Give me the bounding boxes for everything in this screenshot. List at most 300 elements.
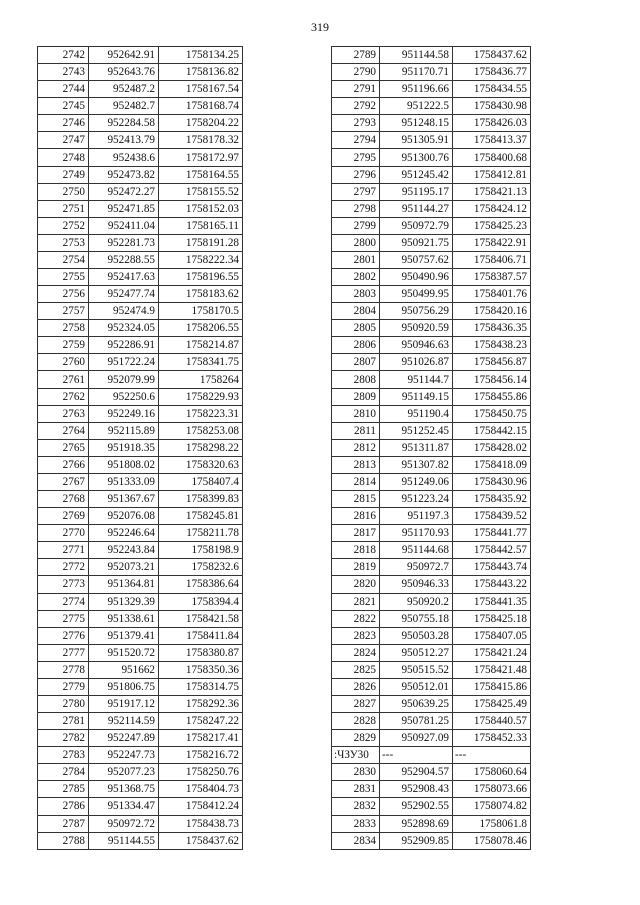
- point-number-cell: 2776: [38, 627, 89, 644]
- table-row: [332, 542, 531, 559]
- x-coordinate-cell: 950756.29: [380, 303, 453, 320]
- table-row: [38, 286, 243, 303]
- point-number-cell: 2832: [332, 798, 380, 815]
- y-coordinate-cell: 1758206.55: [159, 320, 243, 337]
- x-coordinate-cell: 952079.99: [89, 371, 159, 388]
- y-coordinate-cell: 1758198.9: [159, 542, 243, 559]
- x-coordinate-cell: 952114.59: [89, 713, 159, 730]
- x-coordinate-cell: 951144.27: [380, 200, 453, 217]
- point-number-cell: 2789: [332, 47, 380, 64]
- point-number-cell: 2808: [332, 371, 380, 388]
- y-coordinate-cell: 1758214.87: [159, 337, 243, 354]
- table-row: [38, 832, 243, 849]
- point-number-cell: 2809: [332, 388, 380, 405]
- y-coordinate-cell: 1758422.91: [453, 234, 531, 251]
- x-coordinate-cell: 952473.82: [89, 166, 159, 183]
- y-coordinate-cell: 1758450.75: [453, 405, 531, 422]
- table-row: [38, 559, 243, 576]
- y-coordinate-cell: 1758440.57: [453, 713, 531, 730]
- x-coordinate-cell: 952076.08: [89, 508, 159, 525]
- y-coordinate-cell: 1758245.81: [159, 508, 243, 525]
- y-coordinate-cell: 1758438.73: [159, 815, 243, 832]
- table-row: [332, 98, 531, 115]
- point-number-cell: 2795: [332, 149, 380, 166]
- point-number-cell: 2747: [38, 132, 89, 149]
- y-coordinate-cell: 1758428.02: [453, 439, 531, 456]
- x-coordinate-cell: 951918.35: [89, 439, 159, 456]
- y-coordinate-cell: 1758232.6: [159, 559, 243, 576]
- table-row: [332, 422, 531, 439]
- x-coordinate-cell: 951196.66: [380, 81, 453, 98]
- y-coordinate-cell: 1758430.98: [453, 98, 531, 115]
- y-coordinate-cell: 1758386.64: [159, 576, 243, 593]
- point-number-cell: 2790: [332, 64, 380, 81]
- x-coordinate-cell: 951333.09: [89, 473, 159, 490]
- table-row: [332, 405, 531, 422]
- point-number-cell: 2771: [38, 542, 89, 559]
- x-coordinate-cell: 951808.02: [89, 456, 159, 473]
- x-coordinate-cell: 952438.6: [89, 149, 159, 166]
- point-number-cell: 2816: [332, 508, 380, 525]
- y-coordinate-cell: 1758455.86: [453, 388, 531, 405]
- point-number-cell: 2833: [332, 815, 380, 832]
- point-number-cell: 2746: [38, 115, 89, 132]
- x-coordinate-cell: 950920.2: [380, 593, 453, 610]
- x-coordinate-cell: ---: [380, 747, 453, 764]
- table-row: [38, 491, 243, 508]
- x-coordinate-cell: 952411.04: [89, 217, 159, 234]
- point-number-cell: 2823: [332, 627, 380, 644]
- x-coordinate-cell: 950946.33: [380, 576, 453, 593]
- point-number-cell: 2820: [332, 576, 380, 593]
- table-row: [332, 593, 531, 610]
- x-coordinate-cell: 952286.91: [89, 337, 159, 354]
- y-coordinate-cell: 1758292.36: [159, 695, 243, 712]
- x-coordinate-cell: 950927.09: [380, 730, 453, 747]
- x-coordinate-cell: 951806.75: [89, 678, 159, 695]
- point-number-cell: 2807: [332, 354, 380, 371]
- y-coordinate-cell: 1758425.49: [453, 695, 531, 712]
- point-number-cell: 2785: [38, 781, 89, 798]
- y-coordinate-cell: 1758074.82: [453, 798, 531, 815]
- x-coordinate-cell: 951520.72: [89, 644, 159, 661]
- x-coordinate-cell: 952474.9: [89, 303, 159, 320]
- table-row: [332, 491, 531, 508]
- point-number-cell: 2757: [38, 303, 89, 320]
- table-row: [38, 781, 243, 798]
- x-coordinate-cell: 950946.63: [380, 337, 453, 354]
- x-coordinate-cell: 952904.57: [380, 764, 453, 781]
- x-coordinate-cell: 951329.39: [89, 593, 159, 610]
- x-coordinate-cell: 950972.79: [380, 217, 453, 234]
- point-number-cell: 2745: [38, 98, 89, 115]
- x-coordinate-cell: 951305.91: [380, 132, 453, 149]
- y-coordinate-cell: 1758407.05: [453, 627, 531, 644]
- table-row: [332, 320, 531, 337]
- table-row: [332, 286, 531, 303]
- point-number-cell: 2769: [38, 508, 89, 525]
- y-coordinate-cell: 1758426.03: [453, 115, 531, 132]
- x-coordinate-cell: 950781.25: [380, 713, 453, 730]
- y-coordinate-cell: 1758394.4: [159, 593, 243, 610]
- y-coordinate-cell: 1758229.93: [159, 388, 243, 405]
- y-coordinate-cell: 1758456.14: [453, 371, 531, 388]
- point-number-cell: 2800: [332, 234, 380, 251]
- table-row: [332, 456, 531, 473]
- table-row: [38, 183, 243, 200]
- table-row: [332, 132, 531, 149]
- y-coordinate-cell: 1758320.63: [159, 456, 243, 473]
- point-number-cell: 2768: [38, 491, 89, 508]
- table-row: [38, 678, 243, 695]
- x-coordinate-cell: 952247.73: [89, 747, 159, 764]
- x-coordinate-cell: 952472.27: [89, 183, 159, 200]
- y-coordinate-cell: 1758168.74: [159, 98, 243, 115]
- y-coordinate-cell: 1758134.25: [159, 47, 243, 64]
- point-number-cell: 2753: [38, 234, 89, 251]
- point-number-cell: 2786: [38, 798, 89, 815]
- table-row: [38, 730, 243, 747]
- x-coordinate-cell: 950503.28: [380, 627, 453, 644]
- point-number-cell: 2743: [38, 64, 89, 81]
- x-coordinate-cell: 951379.41: [89, 627, 159, 644]
- x-coordinate-cell: 952642.91: [89, 47, 159, 64]
- table-row: [38, 371, 243, 388]
- x-coordinate-cell: 951149.15: [380, 388, 453, 405]
- y-coordinate-cell: 1758421.58: [159, 610, 243, 627]
- x-coordinate-cell: 952249.16: [89, 405, 159, 422]
- y-coordinate-cell: 1758399.83: [159, 491, 243, 508]
- y-coordinate-cell: 1758436.77: [453, 64, 531, 81]
- table-row: [38, 200, 243, 217]
- y-coordinate-cell: 1758441.77: [453, 525, 531, 542]
- table-row: [38, 64, 243, 81]
- x-coordinate-cell: 952077.23: [89, 764, 159, 781]
- point-number-cell: 2827: [332, 695, 380, 712]
- x-coordinate-cell: 951222.5: [380, 98, 453, 115]
- table-row: [332, 166, 531, 183]
- table-row: [332, 269, 531, 286]
- point-number-cell: 2759: [38, 337, 89, 354]
- table-row: [332, 678, 531, 695]
- x-coordinate-cell: 952482.7: [89, 98, 159, 115]
- x-coordinate-cell: 952471.85: [89, 200, 159, 217]
- point-number-cell: 2811: [332, 422, 380, 439]
- x-coordinate-cell: 952284.58: [89, 115, 159, 132]
- x-coordinate-cell: 950921.75: [380, 234, 453, 251]
- y-coordinate-cell: 1758443.22: [453, 576, 531, 593]
- point-number-cell: 2765: [38, 439, 89, 456]
- point-number-cell: 2749: [38, 166, 89, 183]
- point-number-cell: 2782: [38, 730, 89, 747]
- table-row: [38, 269, 243, 286]
- x-coordinate-cell: 950972.7: [380, 559, 453, 576]
- y-coordinate-cell: 1758155.52: [159, 183, 243, 200]
- y-coordinate-cell: 1758434.55: [453, 81, 531, 98]
- y-coordinate-cell: 1758167.54: [159, 81, 243, 98]
- x-coordinate-cell: 952246.64: [89, 525, 159, 542]
- point-number-cell: 2819: [332, 559, 380, 576]
- point-number-cell: 2773: [38, 576, 89, 593]
- point-number-cell: 2803: [332, 286, 380, 303]
- table-row: [332, 217, 531, 234]
- x-coordinate-cell: 950499.95: [380, 286, 453, 303]
- point-number-cell: 2772: [38, 559, 89, 576]
- table-row: [38, 320, 243, 337]
- y-coordinate-cell: 1758253.08: [159, 422, 243, 439]
- table-row: [332, 627, 531, 644]
- table-row: [332, 576, 531, 593]
- table-row: [38, 695, 243, 712]
- table-row: [38, 354, 243, 371]
- y-coordinate-cell: 1758152.03: [159, 200, 243, 217]
- table-row: [38, 166, 243, 183]
- x-coordinate-cell: 951026.87: [380, 354, 453, 371]
- x-coordinate-cell: 952417.63: [89, 269, 159, 286]
- point-number-cell: 2761: [38, 371, 89, 388]
- y-coordinate-cell: 1758415.86: [453, 678, 531, 695]
- x-coordinate-cell: 951917.12: [89, 695, 159, 712]
- table-row: [38, 576, 243, 593]
- x-coordinate-cell: 952250.6: [89, 388, 159, 405]
- y-coordinate-cell: 1758060.64: [453, 764, 531, 781]
- table-row: [38, 764, 243, 781]
- y-coordinate-cell: 1758443.74: [453, 559, 531, 576]
- table-row: [38, 132, 243, 149]
- point-number-cell: 2784: [38, 764, 89, 781]
- x-coordinate-cell: 951338.61: [89, 610, 159, 627]
- y-coordinate-cell: 1758216.72: [159, 747, 243, 764]
- point-number-cell: 2831: [332, 781, 380, 798]
- table-row: [38, 81, 243, 98]
- x-coordinate-cell: 951722.24: [89, 354, 159, 371]
- y-coordinate-cell: 1758425.18: [453, 610, 531, 627]
- y-coordinate-cell: 1758165.11: [159, 217, 243, 234]
- point-number-cell: 2748: [38, 149, 89, 166]
- table-row: [38, 149, 243, 166]
- y-coordinate-cell: 1758250.76: [159, 764, 243, 781]
- table-row: [332, 47, 531, 64]
- point-number-cell: 2756: [38, 286, 89, 303]
- x-coordinate-cell: 951245.42: [380, 166, 453, 183]
- point-number-cell: 2830: [332, 764, 380, 781]
- x-coordinate-cell: 952909.85: [380, 832, 453, 849]
- point-number-cell: 2825: [332, 661, 380, 678]
- y-coordinate-cell: 1758436.35: [453, 320, 531, 337]
- x-coordinate-cell: 951195.17: [380, 183, 453, 200]
- point-number-cell: 2779: [38, 678, 89, 695]
- x-coordinate-cell: 951170.93: [380, 525, 453, 542]
- x-coordinate-cell: 952477.74: [89, 286, 159, 303]
- y-coordinate-cell: 1758406.71: [453, 251, 531, 268]
- y-coordinate-cell: 1758421.48: [453, 661, 531, 678]
- x-coordinate-cell: 952247.89: [89, 730, 159, 747]
- table-row: [332, 695, 531, 712]
- point-number-cell: 2780: [38, 695, 89, 712]
- point-number-cell: 2796: [332, 166, 380, 183]
- table-row: [38, 798, 243, 815]
- y-coordinate-cell: 1758437.62: [159, 832, 243, 849]
- point-number-cell: 2826: [332, 678, 380, 695]
- table-row: [38, 47, 243, 64]
- y-coordinate-cell: 1758418.09: [453, 456, 531, 473]
- y-coordinate-cell: 1758437.62: [453, 47, 531, 64]
- y-coordinate-cell: 1758073.66: [453, 781, 531, 798]
- x-coordinate-cell: 951170.71: [380, 64, 453, 81]
- point-number-cell: 2758: [38, 320, 89, 337]
- point-number-cell: 2751: [38, 200, 89, 217]
- point-number-cell: 2767: [38, 473, 89, 490]
- table-row: [332, 149, 531, 166]
- point-number-cell: 2799: [332, 217, 380, 234]
- point-number-cell: 2781: [38, 713, 89, 730]
- x-coordinate-cell: 951144.68: [380, 542, 453, 559]
- y-coordinate-cell: 1758204.22: [159, 115, 243, 132]
- x-coordinate-cell: 950755.18: [380, 610, 453, 627]
- point-number-cell: 2794: [332, 132, 380, 149]
- table-row: [38, 661, 243, 678]
- point-number-cell: 2750: [38, 183, 89, 200]
- point-number-cell: 2775: [38, 610, 89, 627]
- x-coordinate-cell: 950639.25: [380, 695, 453, 712]
- y-coordinate-cell: 1758404.73: [159, 781, 243, 798]
- x-coordinate-cell: 952115.89: [89, 422, 159, 439]
- point-number-cell: 2744: [38, 81, 89, 98]
- y-coordinate-cell: ---: [453, 747, 531, 764]
- y-coordinate-cell: 1758435.92: [453, 491, 531, 508]
- table-row: [332, 115, 531, 132]
- table-row: [332, 815, 531, 832]
- x-coordinate-cell: 951334.47: [89, 798, 159, 815]
- page-number: 319: [311, 20, 329, 34]
- table-row: [332, 183, 531, 200]
- table-row: [332, 832, 531, 849]
- y-coordinate-cell: 1758420.16: [453, 303, 531, 320]
- table-row: [332, 354, 531, 371]
- point-number-cell: 2829: [332, 730, 380, 747]
- table-row: [38, 98, 243, 115]
- y-coordinate-cell: 1758170.5: [159, 303, 243, 320]
- point-number-cell: 2788: [38, 832, 89, 849]
- x-coordinate-cell: 951368.75: [89, 781, 159, 798]
- table-row: [38, 115, 243, 132]
- point-number-cell: 2798: [332, 200, 380, 217]
- point-number-cell: :ЧЗУ30: [332, 747, 380, 764]
- point-number-cell: 2792: [332, 98, 380, 115]
- table-row: [332, 747, 531, 764]
- y-coordinate-cell: 1758380.87: [159, 644, 243, 661]
- point-number-cell: 2828: [332, 713, 380, 730]
- table-row: [38, 303, 243, 320]
- point-number-cell: 2755: [38, 269, 89, 286]
- point-number-cell: 2824: [332, 644, 380, 661]
- table-row: [332, 525, 531, 542]
- y-coordinate-cell: 1758222.34: [159, 251, 243, 268]
- point-number-cell: 2760: [38, 354, 89, 371]
- point-number-cell: 2814: [332, 473, 380, 490]
- table-row: [332, 764, 531, 781]
- table-row: [38, 713, 243, 730]
- table-row: [38, 439, 243, 456]
- x-coordinate-cell: 950972.72: [89, 815, 159, 832]
- x-coordinate-cell: 951144.58: [380, 47, 453, 64]
- table-row: [332, 473, 531, 490]
- y-coordinate-cell: 1758456.87: [453, 354, 531, 371]
- table-row: [332, 234, 531, 251]
- point-number-cell: 2787: [38, 815, 89, 832]
- x-coordinate-cell: 950512.27: [380, 644, 453, 661]
- x-coordinate-cell: 952073.21: [89, 559, 159, 576]
- table-row: [332, 730, 531, 747]
- y-coordinate-cell: 1758442.15: [453, 422, 531, 439]
- point-number-cell: 2766: [38, 456, 89, 473]
- point-number-cell: 2801: [332, 251, 380, 268]
- y-coordinate-cell: 1758341.75: [159, 354, 243, 371]
- table-row: [332, 610, 531, 627]
- point-number-cell: 2834: [332, 832, 380, 849]
- table-row: [332, 200, 531, 217]
- point-number-cell: 2802: [332, 269, 380, 286]
- point-number-cell: 2810: [332, 405, 380, 422]
- x-coordinate-cell: 952898.69: [380, 815, 453, 832]
- point-number-cell: 2817: [332, 525, 380, 542]
- x-coordinate-cell: 952902.55: [380, 798, 453, 815]
- table-row: [38, 337, 243, 354]
- table-row: [332, 713, 531, 730]
- x-coordinate-cell: 951364.81: [89, 576, 159, 593]
- table-row: [332, 644, 531, 661]
- table-row: [38, 251, 243, 268]
- y-coordinate-cell: 1758136.82: [159, 64, 243, 81]
- y-coordinate-cell: 1758172.97: [159, 149, 243, 166]
- y-coordinate-cell: 1758387.57: [453, 269, 531, 286]
- y-coordinate-cell: 1758452.33: [453, 730, 531, 747]
- table-row: [332, 661, 531, 678]
- point-number-cell: 2770: [38, 525, 89, 542]
- x-coordinate-cell: 952643.76: [89, 64, 159, 81]
- table-row: [38, 422, 243, 439]
- y-coordinate-cell: 1758424.12: [453, 200, 531, 217]
- coordinates-table-left: [37, 46, 243, 850]
- point-number-cell: 2822: [332, 610, 380, 627]
- table-row: [38, 610, 243, 627]
- y-coordinate-cell: 1758298.22: [159, 439, 243, 456]
- table-row: [38, 217, 243, 234]
- x-coordinate-cell: 950757.62: [380, 251, 453, 268]
- x-coordinate-cell: 951367.67: [89, 491, 159, 508]
- y-coordinate-cell: 1758164.55: [159, 166, 243, 183]
- y-coordinate-cell: 1758430.96: [453, 473, 531, 490]
- y-coordinate-cell: 1758196.55: [159, 269, 243, 286]
- table-row: [332, 781, 531, 798]
- y-coordinate-cell: 1758412.81: [453, 166, 531, 183]
- x-coordinate-cell: 952908.43: [380, 781, 453, 798]
- x-coordinate-cell: 952413.79: [89, 132, 159, 149]
- x-coordinate-cell: 951197.3: [380, 508, 453, 525]
- point-number-cell: 2791: [332, 81, 380, 98]
- y-coordinate-cell: 1758411.84: [159, 627, 243, 644]
- x-coordinate-cell: 950920.59: [380, 320, 453, 337]
- y-coordinate-cell: 1758350.36: [159, 661, 243, 678]
- x-coordinate-cell: 951190.4: [380, 405, 453, 422]
- table-row: [38, 593, 243, 610]
- y-coordinate-cell: 1758438.23: [453, 337, 531, 354]
- table-row: [332, 508, 531, 525]
- point-number-cell: 2812: [332, 439, 380, 456]
- y-coordinate-cell: 1758441.35: [453, 593, 531, 610]
- point-number-cell: 2742: [38, 47, 89, 64]
- x-coordinate-cell: 950490.96: [380, 269, 453, 286]
